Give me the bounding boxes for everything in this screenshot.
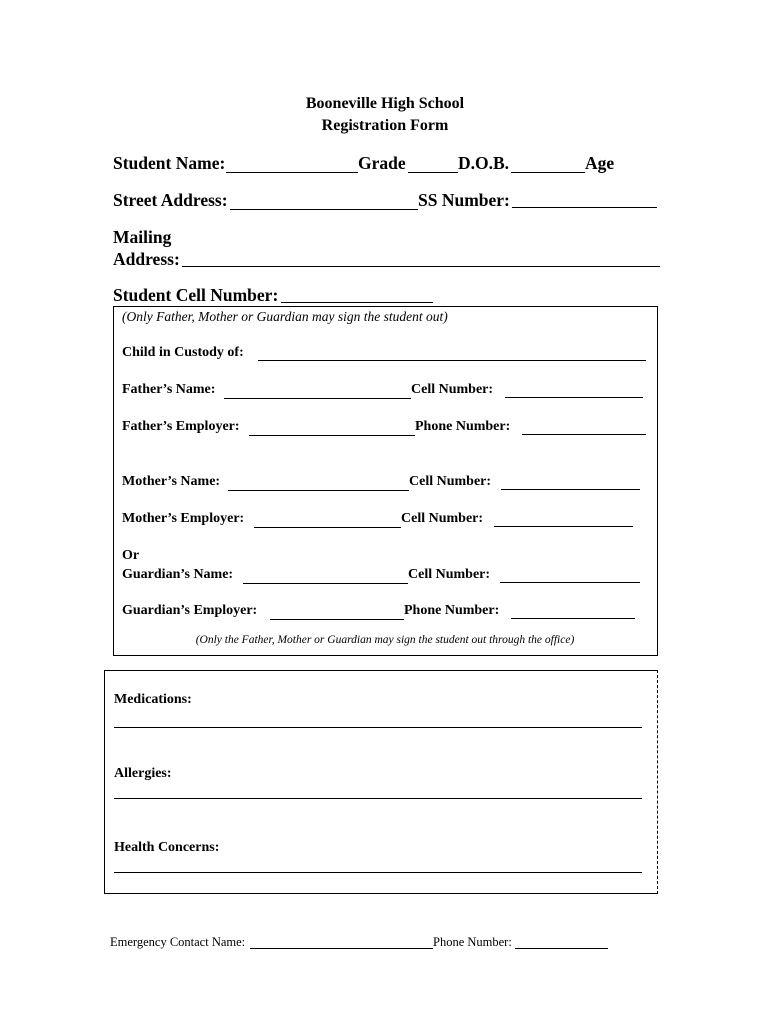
- ss-number-label: SS Number:: [418, 190, 510, 210]
- father-phone-field[interactable]: [522, 434, 646, 435]
- mother-name-field[interactable]: [228, 490, 409, 491]
- guardian-cell-field[interactable]: [500, 582, 640, 583]
- father-cell-field[interactable]: [505, 397, 643, 398]
- student-cell-field[interactable]: [281, 302, 433, 303]
- emergency-phone-label: Phone Number:: [433, 935, 512, 949]
- mailing-label-line1: Mailing: [113, 227, 172, 247]
- emergency-contact-label: Emergency Contact Name:: [110, 935, 246, 949]
- mother-employer-label: Mother’s Employer:: [122, 511, 245, 526]
- dob-field[interactable]: [511, 172, 585, 173]
- emergency-contact-field[interactable]: [250, 948, 433, 949]
- custody-label: Child in Custody of:: [122, 345, 244, 360]
- student-name-label: Student Name:: [113, 153, 226, 173]
- mother-employer-field[interactable]: [254, 527, 401, 528]
- father-cell-label: Cell Number:: [411, 382, 494, 397]
- grade-field[interactable]: [408, 172, 458, 173]
- street-address-field[interactable]: [230, 209, 418, 210]
- street-address-label: Street Address:: [113, 190, 228, 210]
- guardian-cell-label: Cell Number:: [408, 567, 491, 582]
- ss-number-field[interactable]: [512, 207, 657, 208]
- mother-name-label: Mother’s Name:: [122, 474, 221, 489]
- school-name: Booneville High School: [305, 95, 465, 112]
- father-employer-field[interactable]: [249, 435, 415, 436]
- emergency-phone-field[interactable]: [515, 948, 608, 949]
- father-phone-label: Phone Number:: [415, 419, 511, 434]
- mother-employer-cell-field[interactable]: [494, 526, 633, 527]
- allergies-label: Allergies:: [114, 766, 172, 781]
- mother-employer-cell-label: Cell Number:: [401, 511, 484, 526]
- custody-field[interactable]: [258, 360, 646, 361]
- guardian-phone-field[interactable]: [511, 618, 635, 619]
- guardian-phone-label: Phone Number:: [404, 603, 500, 618]
- father-employer-label: Father’s Employer:: [122, 419, 240, 434]
- health-concerns-label: Health Concerns:: [114, 840, 220, 855]
- father-name-field[interactable]: [224, 398, 411, 399]
- mother-cell-label: Cell Number:: [409, 474, 492, 489]
- mailing-address-field[interactable]: [182, 266, 660, 267]
- mother-cell-field[interactable]: [501, 489, 640, 490]
- medications-field[interactable]: [114, 727, 642, 728]
- form-title: Registration Form: [321, 117, 449, 134]
- dob-label: D.O.B.: [458, 153, 510, 173]
- sign-out-note-bottom: (Only the Father, Mother or Guardian may sign the student out through the office): [195, 634, 575, 646]
- age-label: Age: [585, 153, 615, 173]
- guardian-employer-field[interactable]: [270, 619, 404, 620]
- sign-out-note-top: (Only Father, Mother or Guardian may sign the student out): [122, 309, 448, 324]
- or-label: Or: [122, 548, 140, 563]
- grade-label: Grade: [358, 153, 406, 173]
- guardian-name-field[interactable]: [243, 583, 408, 584]
- student-name-field[interactable]: [226, 172, 358, 173]
- guardian-employer-label: Guardian’s Employer:: [122, 603, 258, 618]
- mailing-label-line2: Address:: [113, 249, 180, 269]
- father-name-label: Father’s Name:: [122, 382, 216, 397]
- medications-label: Medications:: [114, 692, 192, 707]
- guardian-name-label: Guardian’s Name:: [122, 567, 234, 582]
- student-cell-label: Student Cell Number:: [113, 285, 279, 305]
- health-concerns-field[interactable]: [114, 872, 642, 873]
- allergies-field[interactable]: [114, 798, 642, 799]
